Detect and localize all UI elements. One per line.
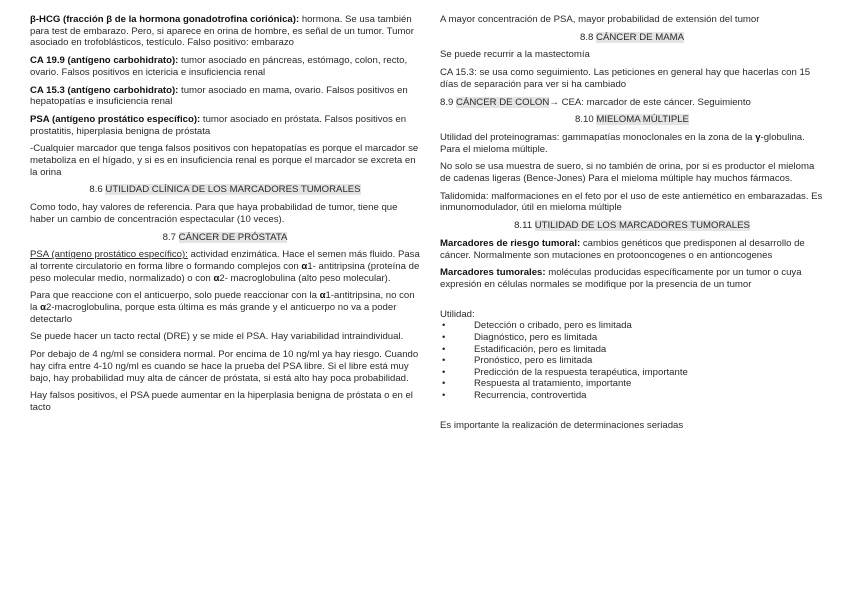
right-column	[440, 14, 824, 437]
reaction-text-3: 2-macroglobulina, porque esta última es más grande y el anticuerpo no va a poder detectarlo	[30, 302, 397, 325]
bullet-icon: •	[442, 389, 446, 401]
mastectomy-paragraph: Se puede recurrir a la mastectomía	[440, 49, 590, 61]
reaction-text-2: 1-antitripsina, no con la	[30, 290, 415, 314]
spacer	[440, 408, 824, 420]
heading-title: CÁNCER DE MAMA	[596, 31, 684, 43]
heading-number: 8.11	[514, 220, 535, 232]
section-heading-8-7	[30, 232, 420, 244]
risk-markers-text: cambios genéticos que predisponen al desarrollo de cáncer. Normalmente son mutaciones en protooncogenes o en antioncogenes	[440, 237, 805, 261]
list-item-text: Predicción de la respuesta terapéutica, importante	[474, 366, 688, 378]
psa-paragraph	[30, 114, 420, 137]
urine-sample-paragraph: No solo se usa muestra de suero, si no también de orina, por si es productor el mieloma de cadenas ligeras (Bence-Jones) Para el mieloma múltiple hay muchos fármacos.	[440, 161, 815, 185]
heading-title: CÁNCER DE PRÓSTATA	[178, 231, 288, 243]
proteinogram-text-2: -globulina. Para el mieloma múltiple.	[440, 131, 805, 155]
heading-number: 8.10	[575, 114, 597, 126]
list-item-text: Pronóstico, pero es limitada	[474, 355, 593, 367]
bullet-icon: •	[442, 331, 446, 343]
list-item-text: Diagnóstico, pero es limitada	[474, 331, 598, 343]
alpha-symbol: α	[213, 272, 220, 284]
bullet-icon: •	[442, 343, 446, 355]
tumor-markers-text: moléculas producidas específicamente por un tumor o cuya expresión en células normales se modifique por la presencia de un tumor	[440, 267, 802, 290]
list-item-text: Recurrencia, controvertida	[474, 389, 587, 401]
list-item	[440, 367, 824, 379]
psa-enzyme-text-3: 2- macroglobulina (alto peso molecular).	[219, 272, 391, 284]
list-item	[440, 355, 824, 367]
psa-enzyme-paragraph	[30, 249, 420, 284]
utility-list	[440, 320, 824, 401]
risk-markers-paragraph	[440, 238, 824, 261]
section-heading-8-11	[440, 220, 824, 232]
ca153-term: CA 15.3 (antígeno carbohidrato):	[30, 84, 179, 96]
psa-text: tumor asociado en próstata. Falsos positivos en prostatitis, hiperplasia benigna de próstata	[30, 113, 407, 137]
heading-number: 8.8	[580, 31, 597, 43]
bullet-icon: •	[442, 366, 446, 378]
hcg-term: β-HCG (fracción β de la hormona gonadotrofina coriónica):	[30, 14, 300, 25]
alpha-symbol: α	[40, 302, 47, 314]
thalidomide-paragraph: Talidomida: malformaciones en el feto por el uso de este antiemético en embarazadas. Es inmunomodulador, útil en mieloma múltiple	[440, 190, 823, 214]
list-item	[440, 344, 824, 356]
section-heading-8-10	[440, 114, 824, 126]
heading-title: MIELOMA MÚLTIPLE	[596, 114, 689, 126]
alpha-symbol: α	[301, 260, 308, 272]
list-item-text: Estadificación, pero es limitada	[474, 343, 607, 355]
proteinogram-paragraph	[440, 132, 824, 155]
tumor-markers-term: Marcadores tumorales:	[440, 267, 546, 279]
bullet-icon: •	[442, 355, 446, 367]
ca153-text: tumor asociado en mama, ovario. Falsos positivos en hepatopatías e insuficiencia renal	[30, 84, 408, 108]
ca199-paragraph	[30, 55, 420, 78]
heading-title: UTILIDAD CLÍNICA DE LOS MARCADORES TUMORALES	[105, 184, 361, 196]
cea-text: → CEA: marcador de este cáncer. Seguimiento	[549, 96, 751, 108]
psa-underlined-term: PSA (antígeno prostático específico):	[30, 249, 188, 261]
tumor-markers-paragraph	[440, 267, 824, 290]
bullet-icon: •	[442, 320, 446, 332]
alpha-symbol: α	[319, 290, 326, 302]
psa-levels-paragraph: Por debajo de 4 ng/ml se considera normal. Por encima de 10 ng/ml ya hay riesgo. Cuando hay cifra entre 4-10 ng/ml es cuando se hace la prueba del PSA libre. Si el libre está muy bajo, hay probabilidad muy alta de cáncer de próstata, si está alto hay poca probabilidad.	[30, 349, 419, 384]
risk-markers-term: Marcadores de riesgo tumoral:	[440, 237, 581, 249]
list-item	[440, 378, 824, 390]
heading-number: 8.7	[162, 231, 179, 243]
heading-number: 8.6	[89, 184, 106, 196]
reaction-text-1: Para que reaccione con el anticuerpo, solo puede reaccionar con la	[30, 290, 320, 302]
heading-title: CÁNCER DE COLON	[456, 96, 550, 108]
ca153-paragraph	[30, 85, 420, 108]
left-column	[30, 14, 420, 420]
heading-title: UTILIDAD DE LOS MARCADORES TUMORALES	[534, 220, 750, 232]
ca199-term: CA 19.9 (antígeno carbohidrato):	[30, 55, 179, 67]
antibody-reaction-paragraph	[30, 290, 420, 325]
gamma-symbol: γ	[755, 131, 761, 143]
ca153-followup-paragraph: CA 15.3: se usa como seguimiento. Las peticiones en general hay que hacerlas con 15 días de separación para ver si ha cambiado	[440, 67, 811, 90]
list-item	[440, 390, 824, 402]
section-heading-8-8	[440, 32, 824, 44]
heading-number: 8.9	[440, 96, 457, 108]
list-item-text: Detección o cribado, pero es limitada	[474, 320, 632, 332]
hepatopathy-note: -Cualquier marcador que tenga falsos positivos con hepatopatías es porque el marcador se metaboliza en el hígado, y si es en insuficiencia renal es porque el marcador se excreta en la orina	[30, 143, 419, 178]
serial-determinations-paragraph: Es importante la realización de determinaciones seriadas	[440, 419, 684, 431]
bullet-icon: •	[442, 378, 446, 390]
false-positives-paragraph: Hay falsos positivos, el PSA puede aumentar en la hiperplasia benigna de próstata o en el tacto	[30, 390, 413, 413]
list-item	[440, 320, 824, 332]
psa-term: PSA (antígeno prostático específico):	[30, 113, 201, 125]
rectal-exam-paragraph: Se puede hacer un tacto rectal (DRE) y se mide el PSA. Hay variabilidad intraindividual.	[30, 331, 404, 343]
reference-values-paragraph: Como todo, hay valores de referencia. Para que haya probabilidad de tumor, tiene que haber un cambio de concentración espectacular (10 veces).	[30, 202, 398, 225]
section-heading-8-6	[30, 184, 420, 196]
hcg-paragraph	[30, 14, 420, 49]
utility-label: Utilidad:	[440, 308, 475, 320]
ca199-text: tumor asociado en páncreas, estómago, colon, recto, ovario. Falsos positivos en ictericia e insuficiencia renal	[30, 55, 408, 78]
list-item-text: Respuesta al tratamiento, importante	[474, 378, 632, 390]
spacer	[440, 297, 824, 309]
hcg-text: hormona. Se usa también para test de embarazo. Pero, si aparece en orina de hombre, es señal de un tumor. Tumor asociado en trofoblásticos, testículo. Falso positivo: embarazo	[30, 14, 414, 49]
section-heading-8-9	[440, 97, 824, 109]
proteinogram-text-1: Utilidad del proteinogramas: gammapatías monoclonales en la zona de la	[440, 131, 756, 143]
psa-extension-paragraph: A mayor concentración de PSA, mayor probabilidad de extensión del tumor	[440, 14, 760, 25]
list-item	[440, 332, 824, 344]
psa-enzyme-text-1: actividad enzimática. Hace el semen más fluido. Pasa al torrente circulatorio en forma libre o formando complejos con	[30, 249, 420, 272]
psa-enzyme-text-2: 1- antitripsina (proteína de peso molecular medio, normalizado) o con	[30, 260, 420, 284]
